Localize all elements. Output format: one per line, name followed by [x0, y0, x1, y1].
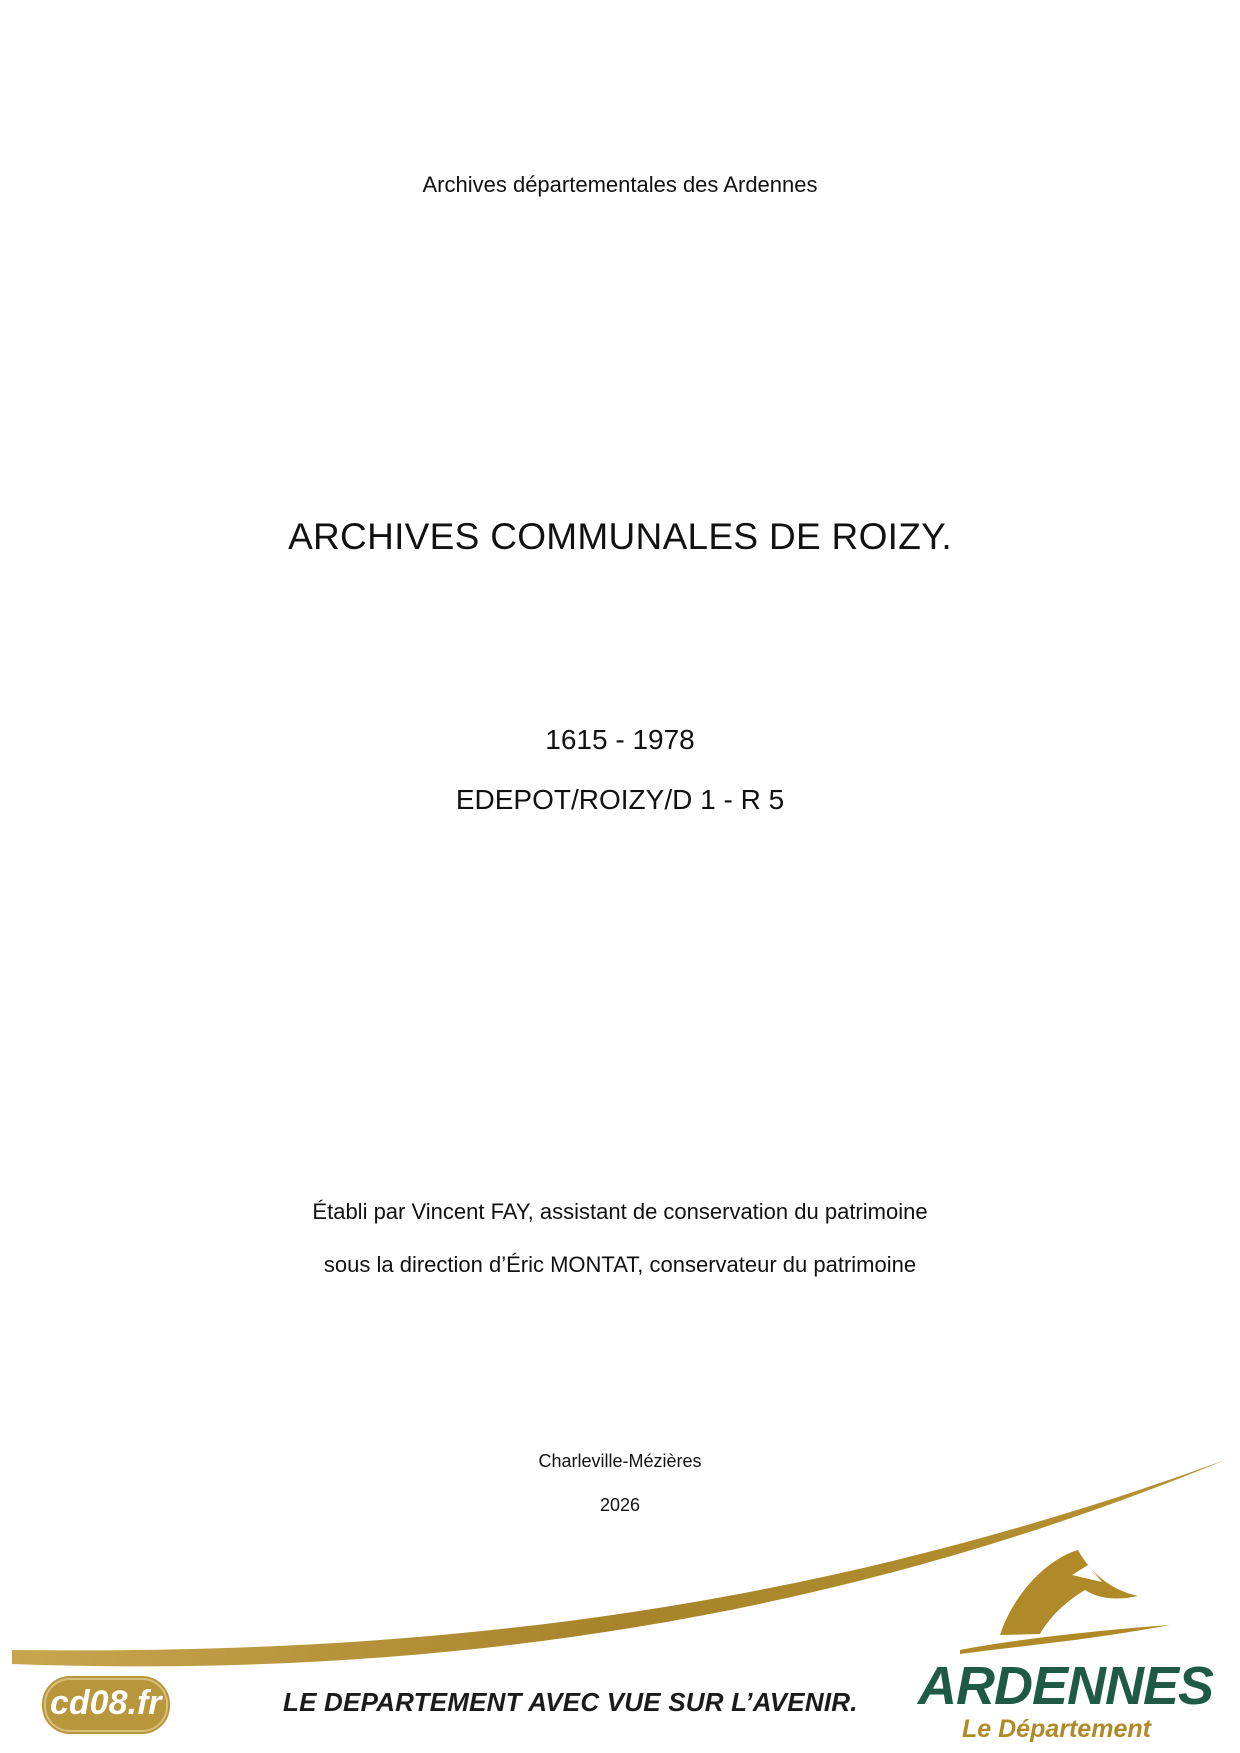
imprint-place: Charleville-Mézières [538, 1451, 702, 1471]
mountain-emblem-icon [960, 1550, 1170, 1654]
imprint-year: 2026 [599, 1495, 641, 1515]
ardennes-brand-subtitle: Le Département [962, 1715, 1151, 1743]
document-title: ARCHIVES COMMUNALES DE ROIZY. [288, 516, 952, 557]
institution-name: Archives départementales des Ardennes [422, 172, 818, 197]
cd08-logo-text: cd08.fr [50, 1684, 162, 1722]
archive-reference: EDEPOT/ROIZY/D 1 - R 5 [455, 784, 785, 815]
ardennes-brand-name: ARDENNES [918, 1656, 1214, 1716]
date-range: 1615 - 1978 [545, 724, 695, 755]
direction-credit: sous la direction d’Éric MONTAT, conservateur du patrimoine [323, 1252, 917, 1277]
department-slogan: LE DEPARTEMENT AVEC VUE SUR L’AVENIR. [283, 1687, 858, 1717]
author-credit: Établi par Vincent FAY, assistant de conservation du patrimoine [312, 1199, 928, 1224]
